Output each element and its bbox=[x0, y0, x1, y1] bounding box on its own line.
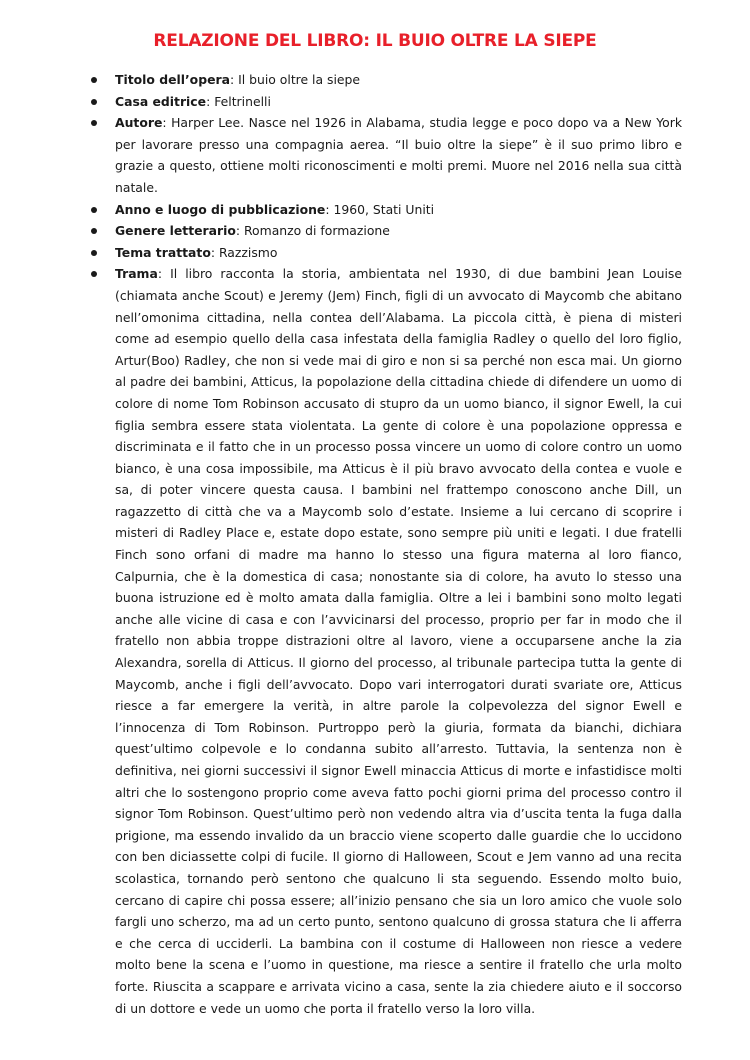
list-item-titolo: Titolo dell’opera: Il buio oltre la siepe bbox=[88, 69, 682, 91]
list-item-trama: Trama: Il libro racconta la storia, ambientata nel 1930, di due bambini Jean Louise (chiamata anche Scout) e Jeremy (Jem) Finch, figli di un avvocato di Maycomb che abitano nell’omonima cittadina, nella contea dell’Alabama. La piccola città, è piena di misteri come ad esempio quello della casa infestata della famiglia Radley o quello del loro figlio, Artur(Boo) Radley, che non si vede mai di giro e non si sa perché non esca mai. Un giorno al padre dei bambini, Atticus, la popolazione della cittadina chiede di difendere un uomo di colore di nome Tom Robinson accusato di stupro da un uomo bianco, il signor Ewell, la cui figlia sembra essere stata violentata. La gente di colore è una popolazione oppressa e discriminata e il fatto che in un processo possa vincere un uomo di colore contro un uomo bianco, è una cosa impossibile, ma Atticus è il più bravo avvocato della contea e vuole e sa, di poter vincere questa causa. I bambini nel frattempo conoscono anche Dill, un ragazzetto di città che va a Maycomb solo d’estate. Insieme a lui cercano di scoprire i misteri di Radley Place e, estate dopo estate, sono sempre più uniti e legati. I due fratelli Finch sono orfani di madre ma hanno lo stesso una figura materna al loro fianco, Calpurnia, che è la domestica di casa; nonostante sia di colore, ha avuto lo stesso una buona istruzione ed è molto amata dalla famiglia. Oltre a lei i bambini sono molto legati anche alle vicine di casa e con l’avvicinarsi del processo, proprio per far in modo che il fratello non abbia troppe distrazioni oltre al lavoro, viene a occuparsene anche la zia Alexandra, sorella di Atticus. Il giorno del processo, al tribunale partecipa tutta la gente di Maycomb, anche i figli dell’avvocato. Dopo vari interrogatori durati svariate ore, Atticus riesce a far emergere la verità, in altre parole la colpevolezza del signor Ewell e l’innocenza di Tom Robinson. Purtroppo però la giuria, formata da bianchi, dichiara quest’ultimo colpevole e lo condanna subito all’arresto. Tuttavia, la sentenza non è definitiva, nei giorni successivi il signor Ewell minaccia Atticus di morte e infastidisce molti altri che lo sostengono proprio come aveva fatto pochi giorni prima del processo contro il signor Tom Robinson. Quest’ultimo però non vedendo altra via d’uscita tenta la fuga dalla prigione, ma essendo invalido da un braccio viene scoperto dalle guardie che lo uccidono con ben diciassette colpi di fucile. Il giorno di Halloween, Scout e Jem vanno ad una recita scolastica, tornando però sentono che qualcuno li sta seguendo. Essendo molto buio, cercano di capire chi possa essere; all’inizio pensano che sia un loro amico che vuole solo fargli uno scherzo, ma ad un certo punto, sentono qualcuno di grossa statura che li afferra e che cerca di ucciderli. La bambina con il costume di Halloween non riesce a vedere molto bene la scena e l’uomo in questione, ma riesce a sentire il fratello che urla molto forte. Riuscita a scappare e arrivata vicino a casa, sente la zia chiedere aiuto e il soccorso di un dottore e vede un uomo che porta il fratello verso la loro villa. bbox=[88, 263, 682, 1019]
bullet-icon bbox=[91, 120, 97, 126]
item-text: Romanzo di formazione bbox=[244, 223, 390, 239]
bullet-icon bbox=[91, 250, 97, 256]
list-item-casa-editrice: Casa editrice: Feltrinelli bbox=[88, 91, 682, 113]
item-label: Anno e luogo di pubblicazione bbox=[115, 201, 326, 217]
item-label: Genere letterario bbox=[115, 223, 236, 239]
list-item-tema: Tema trattato: Razzismo bbox=[88, 242, 682, 264]
item-text: Razzismo bbox=[218, 244, 278, 260]
info-list bbox=[88, 69, 682, 1019]
bullet-icon bbox=[91, 77, 97, 83]
bullet-icon bbox=[91, 271, 97, 277]
item-label: Casa editrice bbox=[115, 93, 207, 109]
bullet-icon bbox=[91, 99, 97, 105]
item-text: Feltrinelli bbox=[214, 93, 271, 109]
item-text: Harper Lee. Nasce nel 1926 in Alabama, studia legge e poco dopo va a New York per lavorare presso una compagnia aerea. “Il buio oltre la siepe” è il suo primo libro e grazie a questo, ottiene molti riconoscimenti e molti premi. Muore nel 2016 nella sua città natale. bbox=[115, 115, 683, 195]
item-label: Tema trattato bbox=[115, 244, 211, 260]
bullet-icon bbox=[91, 228, 97, 234]
list-item-genere: Genere letterario: Romanzo di formazione bbox=[88, 220, 682, 242]
item-label: Autore bbox=[115, 115, 163, 131]
document-title: RELAZIONE DEL LIBRO: IL BUIO OLTRE LA SIEPE bbox=[153, 31, 597, 51]
item-label: Titolo dell’opera bbox=[115, 72, 230, 87]
item-text: Il libro racconta la storia, ambientata nel 1930, di due bambini Jean Louise (chiamata anche Scout) e Jeremy (Jem) Finch, figli di un avvocato di Maycomb che abitano nell’omonima cittadina, nella contea dell’Alabama. La piccola città, è piena di misteri come ad esempio quello della casa infestata della famiglia Radley o quello del loro figlio, Artur(Boo) Radley, che non si vede mai di giro e non si sa perché non esca mai. Un giorno al padre dei bambini, Atticus, la popolazione della cittadina chiede di difendere un uomo di colore di nome Tom Robinson accusato di stupro da un uomo bianco, il signor Ewell, la cui figlia sembra essere stata violentata. La gente di colore è una popolazione oppressa e discriminata e il fatto che in un processo possa vincere un uomo di colore contro un uomo bianco, è una cosa impossibile, ma Atticus è il più bravo avvocato della contea e vuole e sa, di poter vincere questa causa. I bambini nel frattempo conoscono anche Dill, un ragazzetto di città che va a Maycomb solo d’estate. Insieme a lui cercano di scoprire i misteri di Radley Place e, estate dopo estate, sono sempre più uniti e legati. I due fratelli Finch sono orfani di madre ma hanno lo stesso una figura materna al loro fianco, Calpurnia, che è la domestica di casa; nonostante sia di colore, ha avuto lo stesso una buona istruzione ed è molto amata dalla famiglia. Oltre a lei i bambini sono molto legati anche alle vicine di casa e con l’avvicinarsi del processo, proprio per far in modo che il fratello non abbia troppe distrazioni oltre al lavoro, viene a occuparsene anche la zia Alexandra, sorella di Atticus. Il giorno del processo, al tribunale partecipa tutta la gente di Maycomb, anche i figli dell’avvocato. Dopo vari interrogatori durati svariate ore, Atticus riesce a far emergere la verità, in altre parole la colpevolezza del signor Ewell e l’innocenza di Tom Robinson. Purtroppo però la giuria, formata da bianchi, dichiara quest’ultimo colpevole e lo condanna subito all’arresto. Tuttavia, la sentenza non è definitiva, nei giorni successivi il signor Ewell minaccia Atticus di morte e infastidisce molti altri che lo sostengono proprio come aveva fatto pochi giorni prima del processo contro il signor Tom Robinson. Quest’ultimo però non vedendo altra via d’uscita tenta la fuga dalla prigione, ma essendo invalido da un braccio viene scoperto dalle guardie che lo uccidono con ben diciassette colpi di fucile. Il giorno di Halloween, Scout e Jem vanno ad una recita scolastica, tornando però sentono che qualcuno li sta seguendo. Essendo molto buio, cercano di capire chi possa essere; all’inizio pensano che sia un loro amico che vuole solo fargli uno scherzo, ma ad un certo punto, sentono qualcuno di grossa statura che li afferra e che cerca di ucciderli. La bambina con il costume di Halloween non riesce a vedere molto bene la scena e l’uomo in questione, ma riesce a sentire il fratello che urla molto forte. Riuscita a scappare e arrivata vicino a casa, sente la zia chiedere aiuto e il soccorso di un dottore e vede un uomo che porta il fratello verso la loro villa. bbox=[115, 266, 682, 1016]
list-item-anno-luogo: Anno e luogo di pubblicazione: 1960, Stati Uniti bbox=[88, 199, 682, 221]
item-text: Il buio oltre la siepe bbox=[238, 72, 361, 87]
bullet-icon bbox=[91, 207, 97, 213]
item-text: 1960, Stati Uniti bbox=[333, 201, 435, 217]
item-label: Trama bbox=[115, 266, 158, 282]
list-item-autore: Autore: Harper Lee. Nasce nel 1926 in Alabama, studia legge e poco dopo va a New York per lavorare presso una compagnia aerea. “Il buio oltre la siepe” è il suo primo libro e grazie a questo, ottiene molti riconoscimenti e molti premi. Muore nel 2016 nella sua città natale. bbox=[88, 112, 682, 198]
